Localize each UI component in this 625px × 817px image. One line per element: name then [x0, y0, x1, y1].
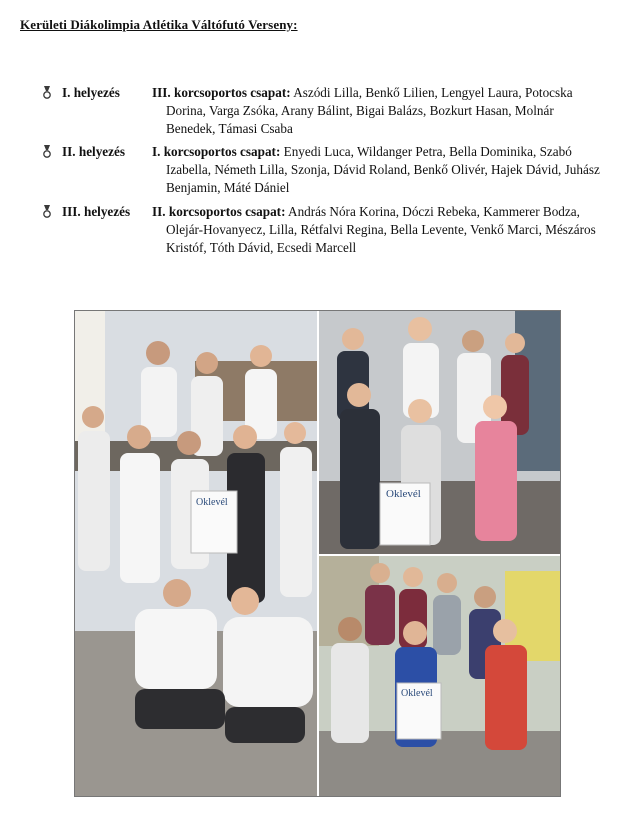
- placement-label: I. helyezés: [62, 85, 120, 100]
- medal-icon: [43, 205, 51, 218]
- medal-icon: [43, 145, 51, 158]
- certificate-title: Oklevél: [196, 497, 228, 508]
- photo-collage: [74, 310, 561, 797]
- team-member-names: Aszódi Lilla, Benkő Lilien, Lengyel Laura, Potocska Dorina, Varga Zsóka, Arany Bálint, Bigai Balázs, Bozkurt Hasan, Molnár Benedek, Támasi Csaba: [166, 85, 573, 136]
- placement-label: II. helyezés: [62, 144, 125, 159]
- document-title: Kerületi Diákolimpia Atlétika Váltófutó Verseny:: [20, 17, 298, 32]
- collage-graphic: [75, 311, 560, 796]
- team-member-names: Enyedi Luca, Wildanger Petra, Bella Dominika, Szabó Izabella, Németh Lilla, Szonja, Dávid Roland, Benkő Olivér, Hajek Dávid, Juhász Benjamin, Máté Dániel: [166, 144, 600, 195]
- age-group-label: I. korcsoportos csapat:: [152, 144, 281, 159]
- medal-icon: [43, 86, 51, 99]
- certificate-title: Oklevél: [386, 488, 421, 500]
- team-photo-bottom-right: [319, 556, 560, 796]
- certificate-title: Oklevél: [401, 688, 433, 699]
- age-group-label: III. korcsoportos csapat:: [152, 85, 291, 100]
- team-member-names: András Nóra Korina, Dóczi Rebeka, Kammerer Bodza, Olejár-Hovanyecz, Lilla, Rétfalvi Regina, Bella Levente, Venkő Marci, Mészáros Kristóf, Tóth Dávid, Ecsedi Marcell: [166, 204, 596, 255]
- team-listing: [152, 84, 602, 137]
- team-photo-left: [75, 311, 317, 796]
- team-listing: [152, 143, 602, 196]
- result-entry-2: [43, 143, 603, 197]
- age-group-label: II. korcsoportos csapat:: [152, 204, 286, 219]
- team-listing: [152, 203, 602, 256]
- result-entry-1: [43, 84, 603, 138]
- team-photo-top-right: [319, 311, 560, 554]
- placement-label: III. helyezés: [62, 204, 131, 219]
- result-entry-3: [43, 203, 603, 275]
